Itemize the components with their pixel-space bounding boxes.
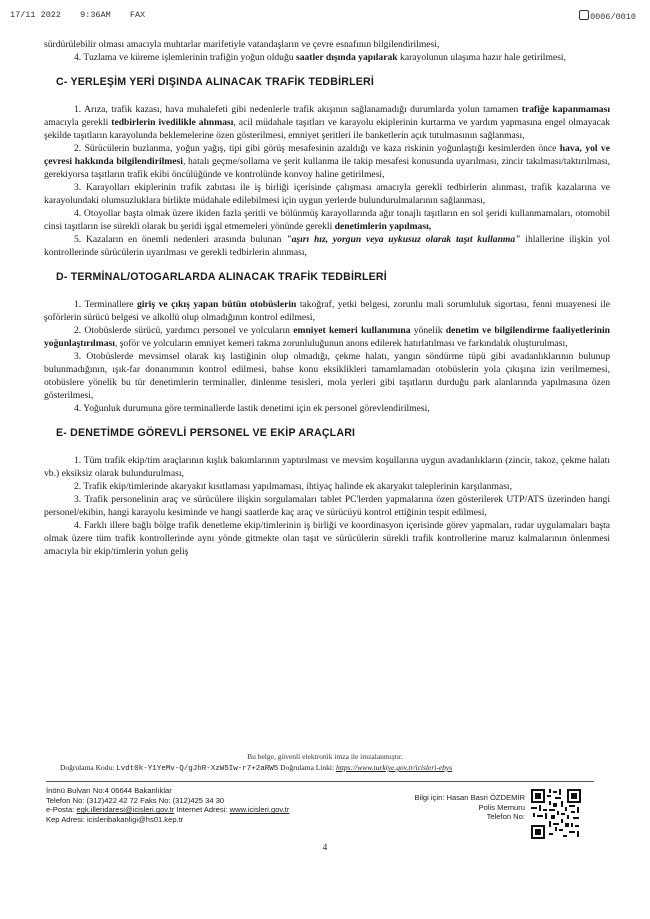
fax-header	[10, 10, 636, 22]
section-d-item-4: 4. Yoğunluk durumuna göre terminallerde lastik denetimi için ek personel görevlendirilmesi,	[74, 403, 430, 414]
footer-contact-person	[395, 793, 525, 822]
intro-line: sürdürülebilir olması amacıyla muhtarlar marifetiyle vatandaşların ve çevre esnafının bilgilendirilmesi,	[44, 39, 440, 50]
verification-link-label: Doğrulama Linki:	[280, 763, 335, 772]
section-e-item-3: 3. Trafik personelinin araç ve sürücülere ilişkin sorgulamaları tablet PC'lerden yapmalarına özen gösterilerek UTP/ATS üzerinden hangi personel/ekibin, hangi karayolu kesiminde ve hangi saatlerde kaç araç ve sürücüyü kontrol ettiğinin tespit edilmesi,	[44, 494, 610, 518]
contact-name: Bilgi için: Hasan Basri ÖZDEMİR	[414, 793, 525, 802]
footer-address: İnönü Bulvarı No:4 06644 Bakanlıklar	[46, 786, 172, 795]
contact-role: Polis Memuru	[478, 802, 525, 812]
verification-code: Lvdt0k-Y1YeMv-Q/gJhR-XzW5Iw-r7+2aRW5	[116, 765, 279, 773]
section-c-item-1: 1. Arıza, trafik kazası, hava muhalefeti gibi nedenlerle trafik akışının sağlanamadığı durumlarda yolun tamamen trafiğe kapanmaması amacıyla gerekli tedbirlerin ivedilikle alınması, acil müdahale taşıtları ve karayolu ekiplerinin kurtarma ve yardım yapmasına engel olmayacak şekilde taşıtların karayolunda beklemelerine özen gösterilmesi, emniyet şeritleri ile banketlerin açık tutulmasının sağlanması,	[44, 104, 611, 141]
section-c-item-2: 2. Sürücülerin buzlanma, yoğun yağış, tipi gibi görüş mesafesinin azaldığı ve kaza riskinin yoğunlaştığı kesimlerden önce hava, yol ve çevresi hakkında bilgilendirilmesi, hatalı geçme/sollama ve şerit kullanma ile takip mesafesi konusunda uyarılması, zincir takılması/taktırılması, gerekiyorsa taşıtların trafik ekibi öncülüğünde ve kontrolünde konvoy haline getirilmesi,	[44, 143, 610, 180]
verification-line	[60, 763, 600, 773]
section-e-item-1: 1. Tüm trafik ekip/tim araçlarının kışlık bakımlarının yaptırılması ve mevsim koşullarına uygun avadanlıkların (zincir, takoz, çekme halatı vb.) eksiksiz olarak bulundurulması,	[44, 455, 610, 479]
section-e-title: E- DENETİMDE GÖREVLİ PERSONEL VE EKİP ARAÇLARI	[56, 427, 356, 439]
section-c-item-5: 5. Kazaların en önemli nedenleri arasında bulunan "aşırı hız, yorgun veya uykusuz olarak taşıt kullanma" ihlallerine ilişkin yol kontrollerinde sürücülerin uyarılması ve gerekli tedbirlerin alınması,	[44, 234, 611, 258]
page-number: 4	[322, 842, 328, 852]
section-c-item-3: 3. Karayolları ekiplerinin trafik zabıtası ile iş birliği içerisinde çalışması amacıyla gerekli tedbirlerin alınması, trafik kazalarına ve karayolundaki olumsuzluklara birlikte müdahale edilebilmesi için uygun yerlerde bulundurulmalarının sağlanması,	[44, 182, 610, 206]
verification-code-label: Doğrulama Kodu:	[60, 763, 115, 772]
footer-phone: Telefon No: (312)422 42 72 Faks No: (312)425 34 30	[46, 795, 225, 805]
page-counter-icon	[579, 10, 589, 20]
e-signature-note: Bu belge, güvenli elektronik imza ile imzalanmıştır.	[247, 752, 403, 761]
verification-link[interactable]: https://www.turkiye.gov.tr/icisleri-ebys	[335, 763, 453, 772]
document-body	[44, 38, 610, 558]
section-c-item-4: 4. Otoyollar başta olmak üzere ikiden fazla şeritli ve bölünmüş karayollarında ağır tonajlı taşıtların en sol şeridi kullanmamaları, otomobil cinsi taşıtların ise sürekli olarak bu şeridi işgal etmemeleri yönünde gerekli denetimlerin yapılması,	[44, 208, 610, 232]
section-c-title: C- YERLEŞİM YERİ DIŞINDA ALINACAK TRAFİK TEDBİRLERİ	[56, 76, 375, 88]
qr-code-icon	[531, 789, 581, 839]
footer-kep: Kep Adresi: icisleribakanligi@hs01.kep.tr	[46, 814, 184, 824]
fax-label: FAX	[129, 10, 146, 20]
footer-email-web: e-Posta: egk.illeridaresi@icisleri.gov.tr Internet Adresi: www.icisleri.gov.tr	[46, 805, 290, 815]
footer-web[interactable]: www.icisleri.gov.tr	[229, 805, 290, 815]
section-e-item-2: 2. Trafik ekip/timlerinde akaryakıt kısıtlaması yapılmaması, ihtiyaç halinde ek akaryakıt taleplerinin karşılanması,	[74, 481, 512, 492]
section-d-item-1: 1. Terminallere giriş ve çıkış yapan bütün otobüslerin takoğraf, yetki belgesi, zorunlu mali sorumluluk sigortası, fenni muayenesi ile şoförlerin sürücü belgesi ve alkollü olup olmadığının kontrol edilmesi,	[44, 299, 610, 323]
fax-page-counter: 0006/0010	[579, 10, 636, 22]
fax-time: 9:36AM	[80, 10, 111, 20]
section-e-item-4: 4. Farklı illere bağlı bölge trafik denetleme ekip/timlerinin iş birliği ve koordinasyon içerisinde görev yapmaları, radar uygulamaları başta olmak üzere tüm trafik kontrollerinde aynı yönde gitmekte olan taşıt ve sürücülerin sürekli trafik kontrollerine maruz kalmalarının önlenmesi amacıyla bir ekip/timlerin yolun geliş	[44, 520, 610, 557]
section-d-item-2: 2. Otobüslerde sürücü, yardımcı personel ve yolcuların emniyet kemeri kullanımına yönelik denetim ve bilgilendirme faaliyetlerinin yoğunlaştırılması, şoför ve yolcuların emniyet kemeri takma zorunluluğunun anons edilerek hatırlatılması ve farkındalık oluşturulması,	[44, 325, 611, 349]
contact-phone-label: Telefon No:	[486, 812, 525, 822]
fax-date: 17/11 2022	[10, 10, 62, 20]
section-d-item-3: 3. Otobüslerde mevsimsel olarak kış lastiğinin olup olmadığı, çekme halatı, yangın söndürme tüpü gibi avadanlıklarının bulunup bulunmadığının, ışık-far donanımının kontrol edilmesi, bahse konu eksiklikleri tamamlamadan otobüslerin yola çıkışına izin verilmemesi, otobüslere yönelik bu tür denetimlerin terminaller, dinlenme tesisleri, mola yerleri gibi taşıtların durduğu park alanlarında yapılmasına özen gösterilmesi,	[44, 351, 610, 401]
intro-item-4: 4. Tuzlama ve küreme işlemlerinin trafiğin yoğun olduğu saatler dışında yapılarak karayolunun ulaşıma hazır hale getirilmesi,	[74, 52, 566, 63]
section-d-title: D- TERMİNAL/OTOGARLARDA ALINACAK TRAFİK TEDBİRLERİ	[56, 271, 387, 283]
footer-email[interactable]: egk.illeridaresi@icisleri.gov.tr	[76, 805, 175, 815]
footer-contact	[46, 786, 289, 824]
footer-divider	[46, 781, 594, 782]
